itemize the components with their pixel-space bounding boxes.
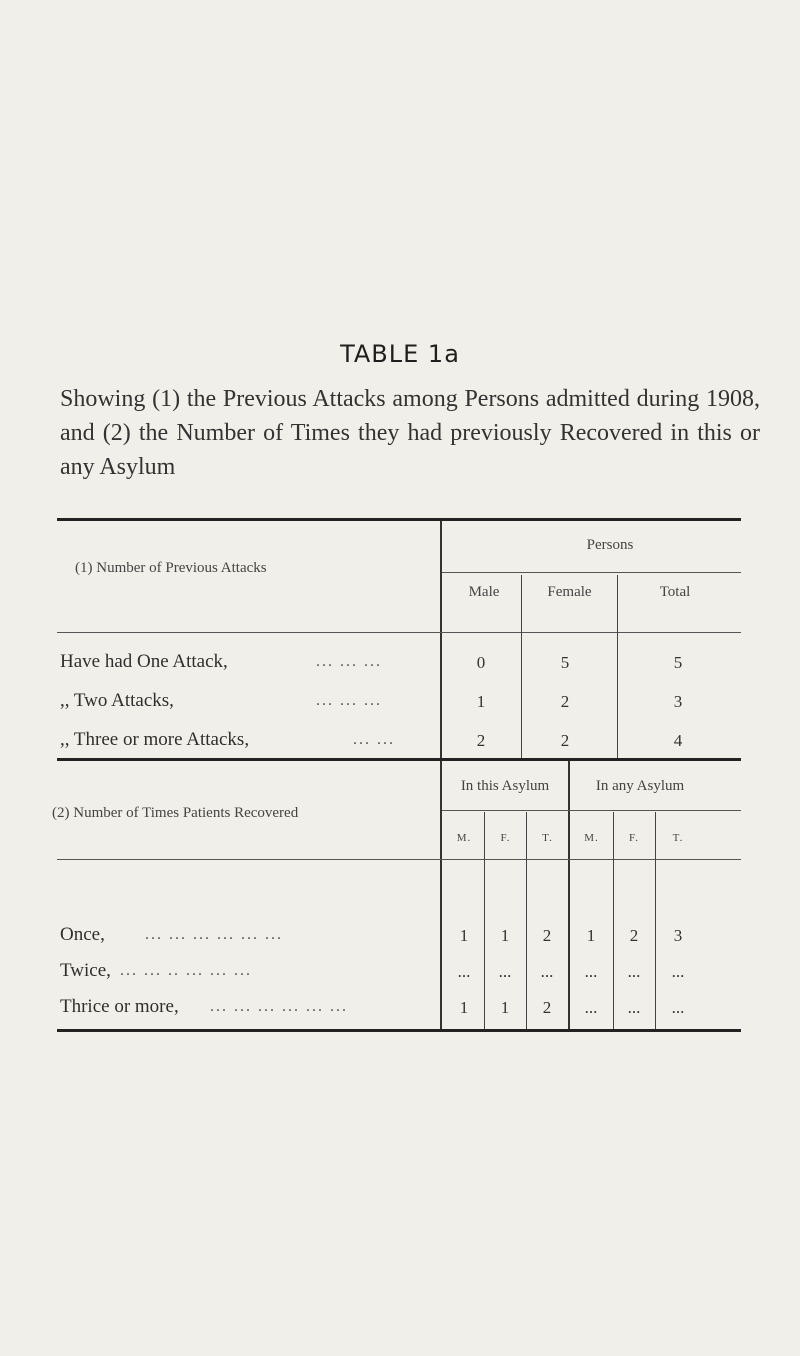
cell-any-t: ...: [671, 962, 685, 981]
table1-col-female: Female: [547, 584, 592, 600]
cell-female: 5: [560, 653, 570, 672]
cell-any-f: 2: [629, 926, 639, 945]
col-f: F.: [500, 832, 511, 844]
cell-total: 4: [673, 731, 683, 750]
table2-group-any-asylum: In any Asylum: [595, 778, 685, 794]
table2-col-divider: [526, 812, 527, 1029]
cell-male: 1: [476, 692, 486, 711]
table1-divider: [440, 521, 442, 758]
table1-col-divider-1: [521, 575, 522, 758]
cell-any-t: ...: [671, 998, 685, 1017]
page-title: TABLE 1a: [340, 340, 460, 368]
cell-this-t: 2: [542, 926, 552, 945]
cell-total: 5: [673, 653, 683, 672]
table1-top-rule: [57, 518, 741, 521]
table2-col-divider: [655, 812, 656, 1029]
table-description: Showing (1) the Previous Attacks among Persons admitted during 1908, and (2) the Number of Times they had previously Recovered in this or any Asylum: [60, 386, 760, 480]
table1-group-header: Persons: [586, 537, 634, 553]
cell-female: 2: [560, 731, 570, 750]
row-label: Twice,: [60, 960, 111, 981]
cell-this-f: ...: [498, 962, 512, 981]
row-label: ,, Three or more Attacks,: [60, 729, 250, 750]
col-m: M.: [584, 832, 599, 844]
table2-col-divider: [484, 812, 485, 1029]
table2-divider: [440, 761, 442, 1029]
cell-this-f: 1: [500, 926, 510, 945]
table2-col-divider: [613, 812, 614, 1029]
cell-total: 3: [673, 692, 683, 711]
table1-col-divider-2: [617, 575, 618, 758]
table1-col-total: Total: [659, 584, 691, 600]
table2-top-rule: [57, 758, 741, 761]
table1-row-header: (1) Number of Previous Attacks: [75, 560, 267, 576]
table1-header-rule: [57, 632, 741, 633]
leader-dots: ... ... ... ... ... ...: [145, 926, 283, 943]
leader-dots: ... ... .. ... ... ...: [120, 962, 252, 979]
cell-female: 2: [560, 692, 570, 711]
row-label: Have had One Attack,: [60, 651, 228, 672]
cell-this-f: 1: [500, 998, 510, 1017]
cell-any-f: ...: [627, 962, 641, 981]
cell-this-t: ...: [540, 962, 554, 981]
col-t: T.: [672, 832, 684, 844]
col-m: M.: [456, 832, 472, 844]
cell-any-t: 3: [673, 926, 683, 945]
cell-this-m: ...: [457, 962, 471, 981]
table2-group-this-asylum: In this Asylum: [460, 778, 550, 794]
cell-any-m: ...: [584, 962, 598, 981]
leader-dots: ... ... ...: [316, 692, 382, 709]
row-label: Once,: [60, 924, 105, 945]
table1-group-rule: [442, 572, 741, 573]
table2-bottom-rule: [57, 1029, 741, 1032]
cell-any-f: ...: [627, 998, 641, 1017]
row-label: ,, Two Attacks,: [60, 690, 174, 711]
table2-group-divider: [568, 761, 570, 1029]
row-label: Thrice or more,: [60, 996, 179, 1017]
col-t: T.: [542, 832, 553, 844]
cell-this-m: 1: [459, 998, 469, 1017]
table1-col-male: Male: [468, 584, 500, 600]
cell-male: 2: [476, 731, 486, 750]
col-f: F.: [629, 832, 639, 844]
table2-row-header: (2) Number of Times Patients Recovered: [52, 805, 299, 821]
table2-group-rule: [442, 810, 741, 811]
table2-header-rule: [57, 859, 741, 860]
leader-dots: ... ... ... ... ... ...: [210, 998, 348, 1015]
cell-any-m: ...: [584, 998, 598, 1017]
leader-dots: ... ... ...: [316, 653, 382, 670]
cell-this-m: 1: [459, 926, 469, 945]
cell-male: 0: [476, 653, 486, 672]
leader-dots: ... ...: [353, 731, 395, 748]
cell-this-t: 2: [542, 998, 552, 1017]
cell-any-m: 1: [586, 926, 596, 945]
